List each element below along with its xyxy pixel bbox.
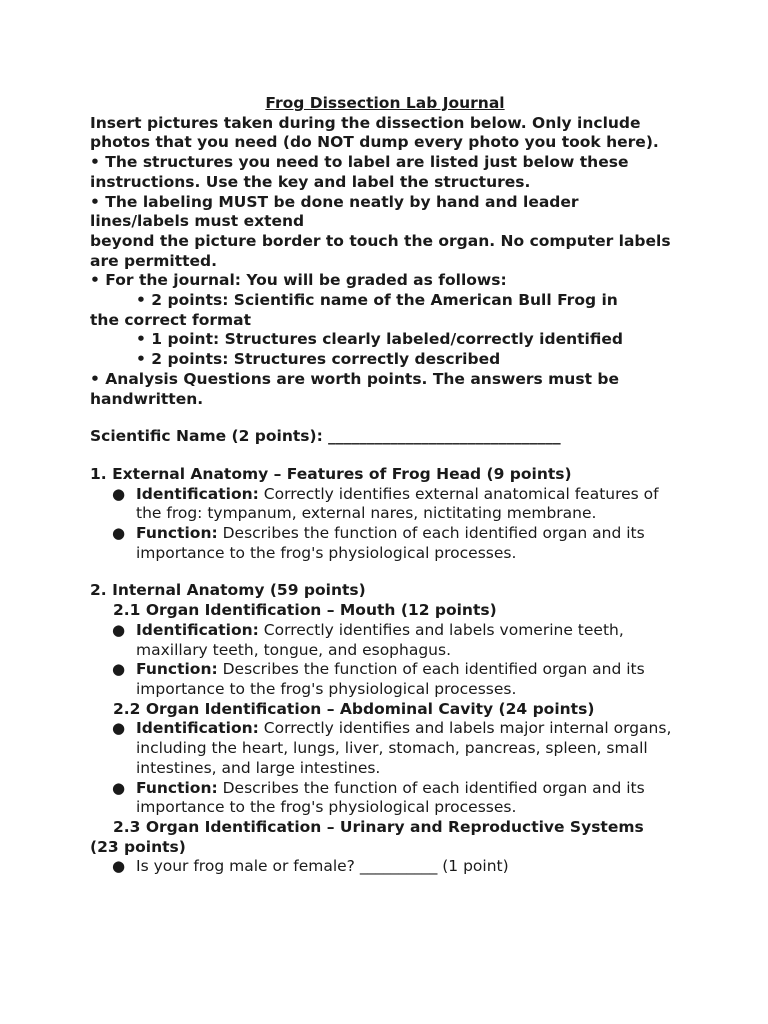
bullet-icon: ● — [112, 857, 126, 876]
criterion-text: Correctly identifies and labels vomerine teeth, maxillary teeth, tongue, and esophagus. — [136, 620, 624, 659]
subsection-heading: 2.3 Organ Identification – Urinary and Reproductive Systems — [113, 817, 644, 836]
grading-item-continued: the correct format — [90, 310, 252, 329]
criterion-label: Function: — [136, 778, 218, 797]
instruction-paragraph: • The labeling MUST be done neatly by hand and leader lines/labels must extend — [90, 192, 584, 231]
criterion-text: Describes the function of each identified organ and its importance to the frog's physiological processes. — [136, 778, 645, 817]
criteria-list — [90, 485, 680, 564]
criterion-text: Describes the function of each identified organ and its importance to the frog's physiological processes. — [136, 660, 645, 698]
subsection-heading: 2.2 Organ Identification – Abdominal Cavity (24 points) — [113, 699, 595, 718]
instruction-paragraph: beyond the picture border to touch the organ. No computer labels are permitted. — [90, 231, 676, 270]
bullet-icon: ● — [112, 660, 126, 679]
bullet-icon: ● — [112, 778, 126, 797]
criterion-label: Function: — [136, 660, 218, 679]
document-title: Frog Dissection Lab Journal — [265, 94, 505, 112]
list-item — [90, 524, 680, 563]
criterion-label: Identification: — [136, 620, 259, 639]
sex-question[interactable]: Is your frog male or female? __________ (1 point) — [136, 857, 509, 876]
bullet-icon: ● — [112, 620, 126, 639]
bullet-icon: ● — [112, 484, 126, 503]
section-heading: 2. Internal Anatomy (59 points) — [90, 581, 366, 600]
list-item — [90, 621, 680, 660]
bullet-icon: ● — [112, 524, 126, 543]
grading-item: • 2 points: Structures correctly described — [136, 350, 501, 369]
criteria-list — [90, 857, 680, 877]
subsection-heading-continued: (23 points) — [90, 837, 186, 856]
criteria-list — [90, 621, 680, 700]
document-page — [90, 94, 680, 877]
criterion-text: Correctly identifies and labels major internal organs, including the heart, lungs, liver, stomach, pancreas, spleen, small intestines, and large intestines. — [136, 719, 672, 777]
criteria-list — [90, 719, 680, 818]
list-item — [90, 485, 680, 524]
bullet-icon: ● — [112, 719, 126, 738]
criterion-label: Function: — [136, 524, 218, 543]
criterion-label: Identification: — [136, 719, 259, 738]
list-item — [90, 660, 680, 699]
instructions — [90, 114, 680, 410]
instruction-paragraph: • For the journal: You will be graded as follows: — [90, 271, 507, 290]
criterion-text: Correctly identifies external anatomical features of the frog: tympanum, external nares, nictitating membrane. — [136, 484, 659, 523]
subsection-heading: 2.1 Organ Identification – Mouth (12 points) — [113, 601, 497, 620]
section-heading: 1. External Anatomy – Features of Frog Head (9 points) — [90, 464, 572, 483]
grading-item: • 2 points: Scientific name of the American Bull Frog in — [136, 291, 618, 310]
list-item — [90, 779, 680, 818]
criterion-text: Describes the function of each identified organ and its importance to the frog's physiological processes. — [136, 524, 645, 562]
list-item — [90, 719, 680, 778]
instruction-paragraph: • Analysis Questions are worth points. The answers must be handwritten. — [90, 369, 625, 408]
criterion-label: Identification: — [136, 484, 259, 503]
scientific-name-field[interactable]: Scientific Name (2 points): ______________________________ — [90, 427, 561, 446]
grading-item: • 1 point: Structures clearly labeled/correctly identified — [136, 330, 623, 349]
instruction-paragraph: • The structures you need to label are listed just below these instructions. Use the key and label the structures. — [90, 153, 634, 191]
instruction-paragraph: Insert pictures taken during the dissection below. Only include photos that you need (do NOT dump every photo you took here). — [90, 113, 659, 152]
list-item — [90, 857, 680, 877]
